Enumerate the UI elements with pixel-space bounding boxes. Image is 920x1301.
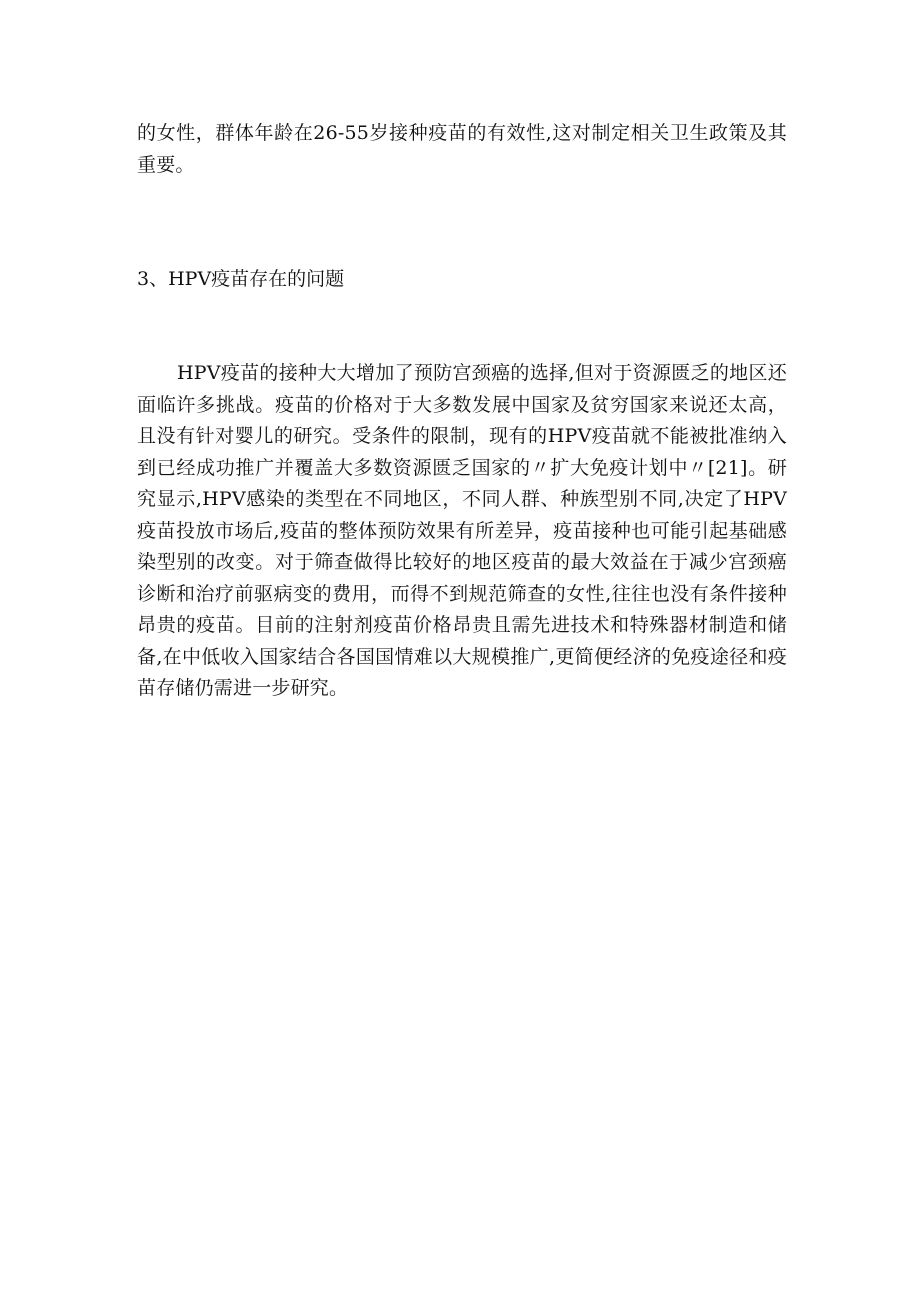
intro-paragraph: 的女性，群体年龄在26-55岁接种疫苗的有效性,这对制定相关卫生政策及其重要。 bbox=[137, 122, 787, 176]
main-paragraph: HPV疫苗的接种大大增加了预防宫颈癌的选择,但对于资源匮乏的地区还面临许多挑战。疫苗的价格对于大多数发展中国家及贫穷国家来说还太高，且没有针对婴儿的研究。受条件的限制，现有的HPV疫苗就不能被批准纳入到已经成功推广并覆盖大多数资源匮乏国家的〃扩大免疫计划中〃[21]。研究显示,HPV感染的类型在不同地区，不同人群、种族型别不同,决定了HPV疫苗投放市场后,疫苗的整体预防效果有所差异，疫苗接种也可能引起基础感染型别的改变。对于筛查做得比较好的地区疫苗的最大效益在于减少宫颈癌诊断和治疗前驱病变的费用，而得不到规范筛查的女性,往往也没有条件接种昂贵的疫苗。目前的注射剂疫苗价格昂贵且需先进技术和特殊器材制造和储备,在中低收入国家结合各国国情难以大规模推广,更简便经济的免疫途径和疫苗存储仍需进一步研究。 bbox=[137, 362, 787, 699]
section-heading: 3、HPV疫苗存在的问题 bbox=[137, 268, 345, 290]
